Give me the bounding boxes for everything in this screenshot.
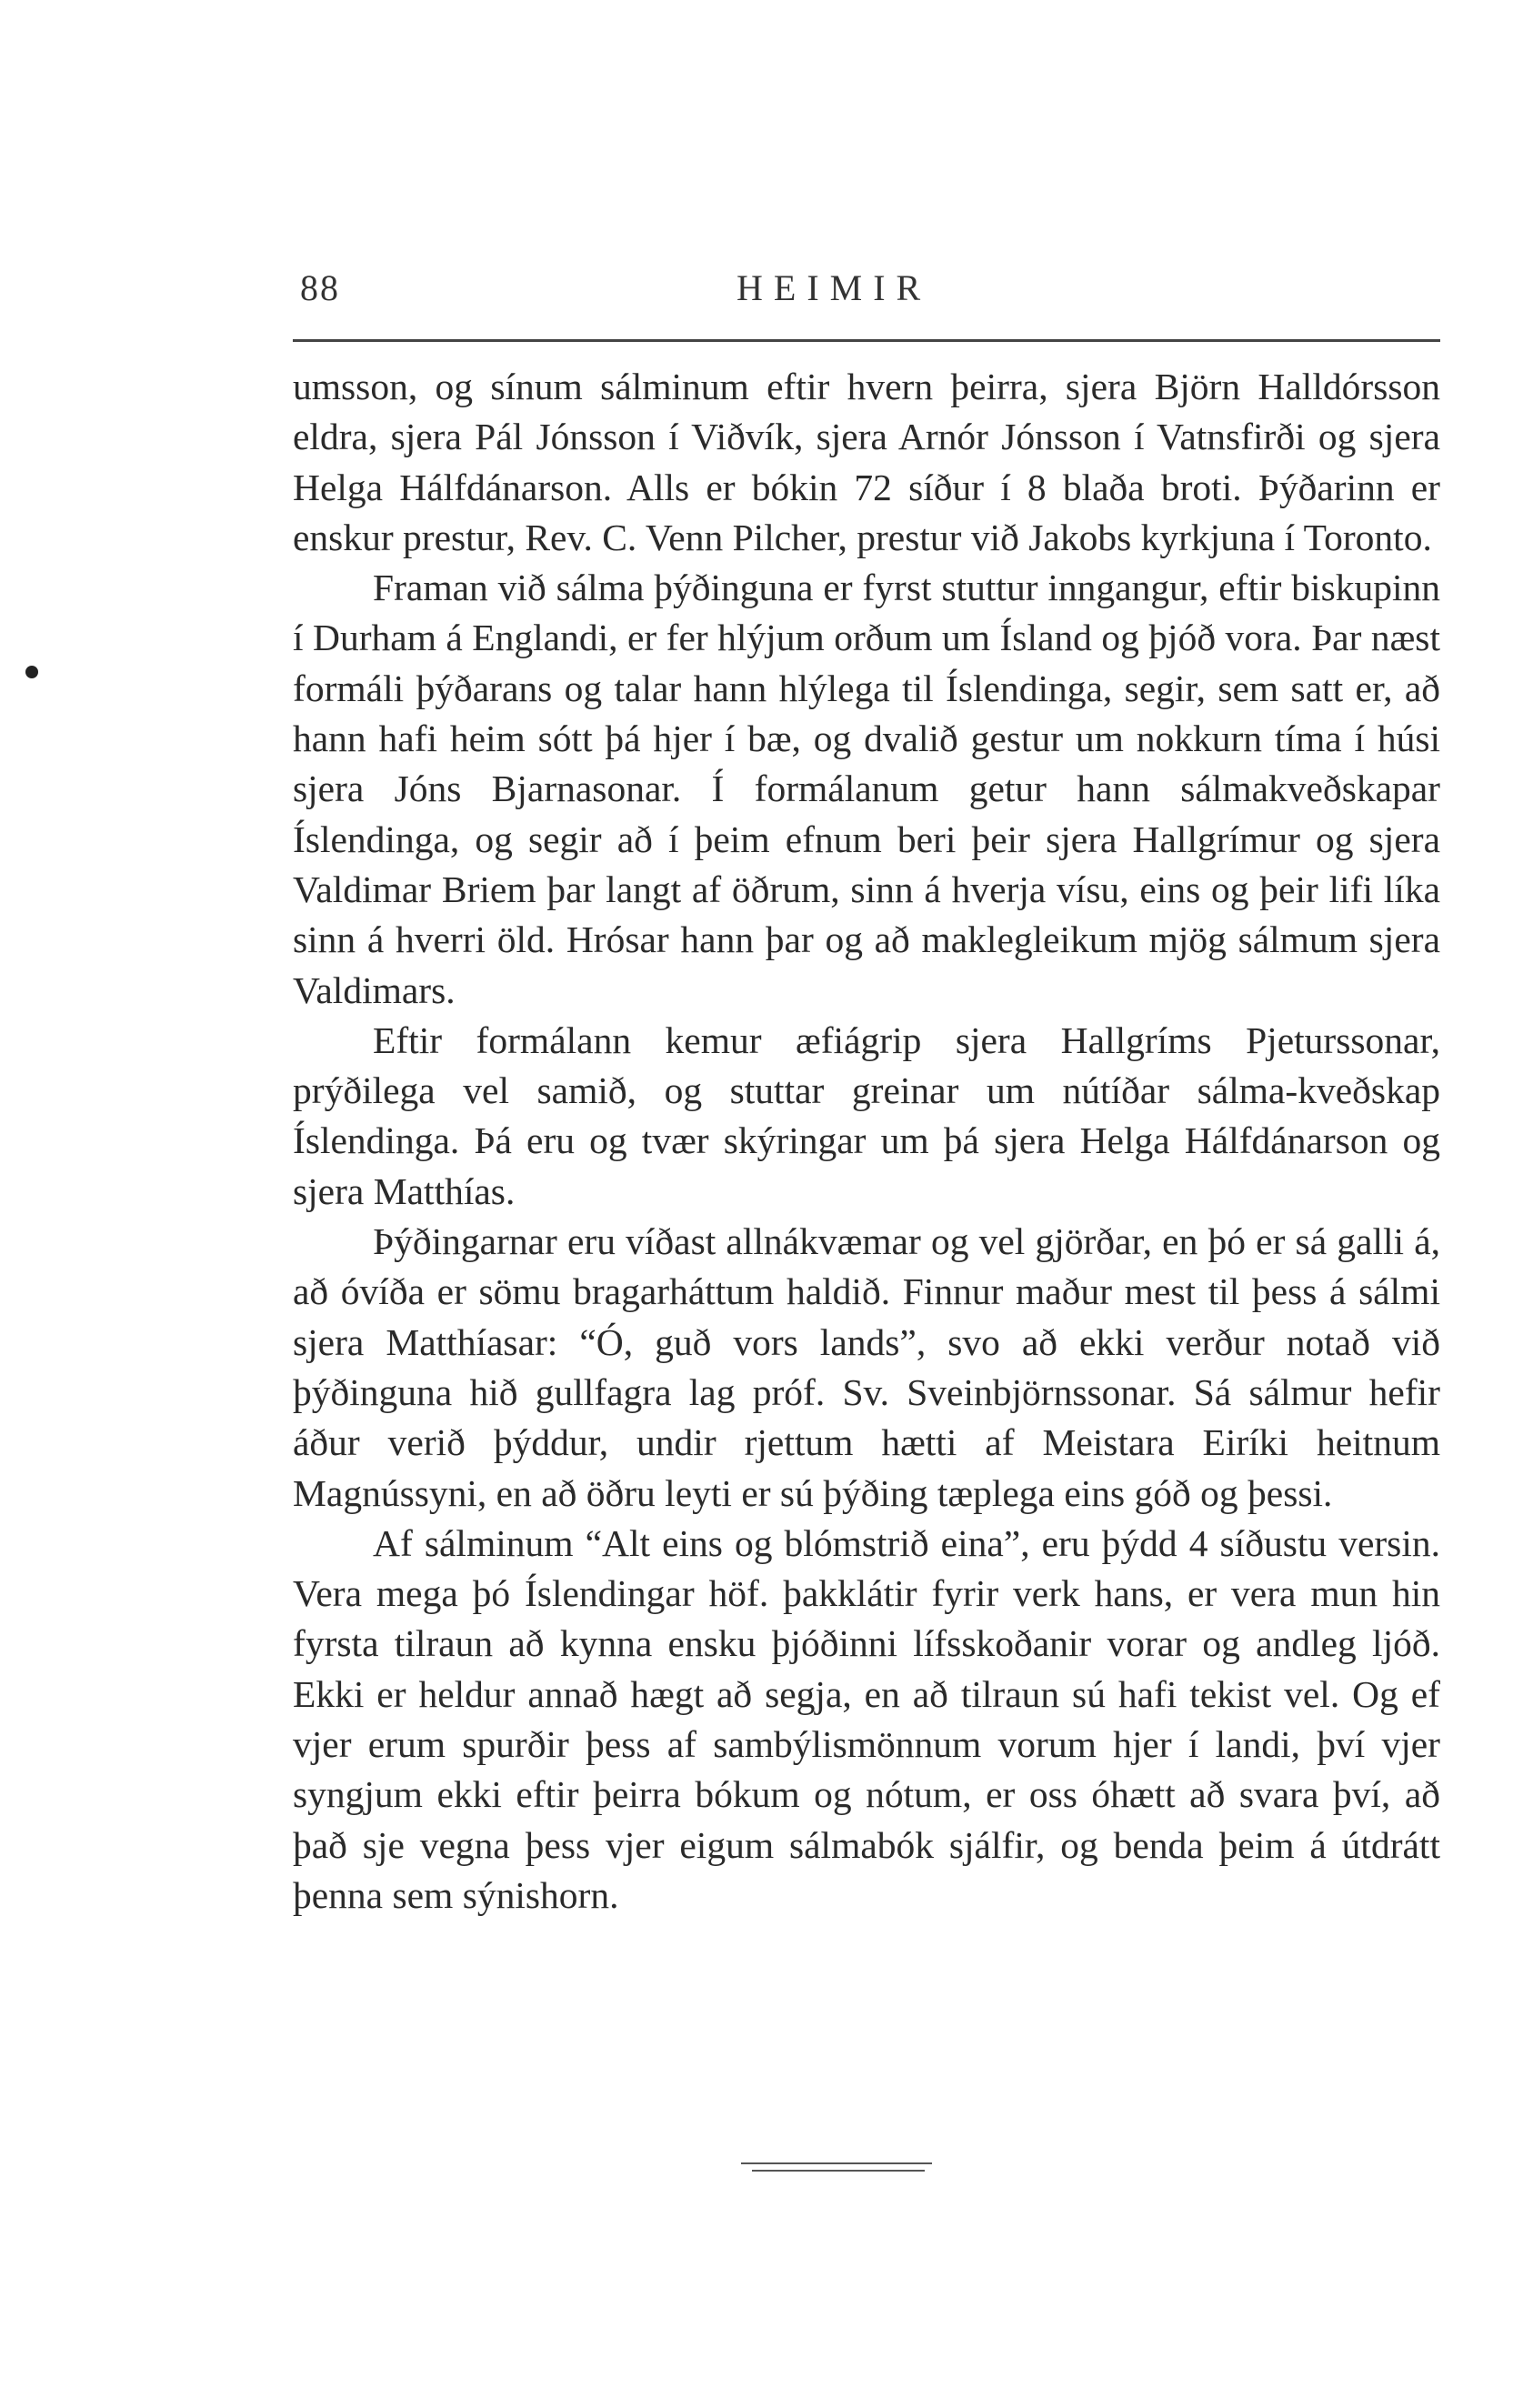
header-rule	[293, 339, 1440, 342]
end-rule-line-top	[741, 2162, 932, 2164]
section-end-rule	[741, 2162, 932, 2173]
body-text	[293, 362, 1440, 1921]
running-head-title: HEIMIR	[736, 267, 932, 308]
page-number: 88	[300, 267, 340, 308]
paragraph-2: Framan við sálma þýðinguna er fyrst stuttur inngangur, eftir biskupinn í Durham á Englandi, er fer hlýjum orðum um Ísland og þjóð vora. Þar næst formáli þýðarans og talar hann hlýlega til Íslendinga, segir, sem satt er, að hann hafi heim sótt þá hjer í bæ, og dvalið gestur um nokkurn tíma í húsi sjera Jóns Bjarnasonar. Í formálanum getur hann sálmakveðskapar Íslendinga, og segir að í þeim efnum beri þeir sjera Hallgrímur og sjera Valdimar Briem þar langt af öðrum, sinn á hverja vísu, eins og þeir lifi líka sinn á hverri öld. Hrósar hann þar og að maklegleikum mjög sálmum sjera Valdimars.	[293, 567, 1440, 1011]
paragraph-3: Eftir formálann kemur æfiágrip sjera Hallgríms Pjeturssonar, prýðilega vel samið, og stuttar greinar um nútíðar sálma-kveðskap Íslendinga. Þá eru og tvær skýringar um þá sjera Helga Hálfdánarson og sjera Matthías.	[293, 1018, 1440, 1212]
paragraph-1: umsson, og sínum sálminum eftir hvern þeirra, sjera Björn Halldórsson eldra, sjera Pál Jónsson í Viðvík, sjera Arnór Jónsson í Vatnsfirði og sjera Helga Hálfdánarson. Alls er bókin 72 síður í 8 blaða broti. Þýðarinn er enskur prestur, Rev. C. Venn Pilcher, prestur við Jakobs kyrkjuna í Toronto.	[293, 366, 1440, 558]
paragraph-4: Þýðingarnar eru víðast allnákvæmar og vel gjörðar, en þó er sá galli á, að óvíða er sömu bragarháttum haldið. Finnur maður mest til þess á sálmi sjera Matthíasar: “Ó, guð vors lands”, svo að ekki verður notað við þýðinguna hið gullfagra lag próf. Sv. Sveinbjörnssonar. Sá sálmur hefir áður verið þýddur, undir rjettum hætti af Meistara Eiríki heitnum Magnússyni, en að öðru leyti er sú þýðing tæplega eins góð og þessi.	[293, 1220, 1440, 1514]
paragraph-5: Af sálminum “Alt eins og blómstrið eina”, eru þýdd 4 síðustu versin. Vera mega þó Íslendingar höf. þakklátir fyrir verk hans, er vera mun hin fyrsta tilraun að kynna ensku þjóðinni lífsskoðanir vorar og andleg ljóð. Ekki er heldur annað hægt að segja, en að tilraun sú hafi tekist vel. Og ef vjer erum spurðir þess af sambýlismönnum vorum hjer í landi, því vjer syngjum ekki eftir þeirra bókum og nótum, er oss óhætt að svara því, að það sje vegna þess vjer eigum sálmabók sjálfir, og benda þeim á útdrátt þenna sem sýnishorn.	[293, 1521, 1440, 1916]
end-rule-line-bottom	[752, 2170, 925, 2172]
margin-ink-dot	[25, 666, 38, 678]
